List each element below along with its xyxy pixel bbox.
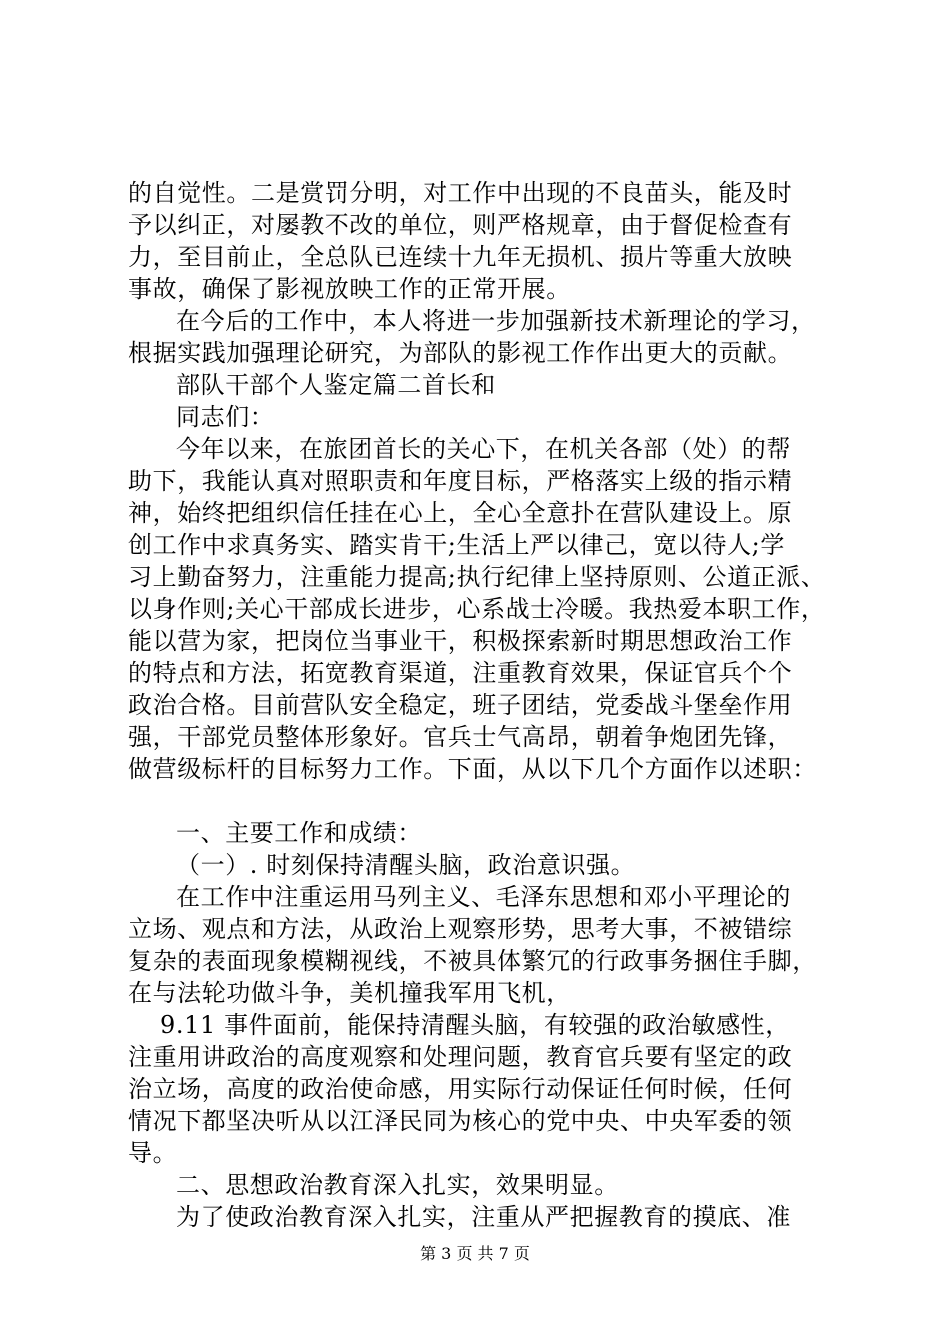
text-line: 能以营为家，把岗位当事业干，积极探索新时期思想政治工作 — [128, 627, 793, 655]
text-line: 以身作则;关心干部成长进步，心系战士冷暖。我热爱本职工作， — [128, 595, 826, 623]
text-line: 政治合格。目前营队安全稳定，班子团结，党委战斗堡垒作用 — [128, 691, 793, 719]
text-line: 力，至目前止，全总队已连续十九年无损机、损片等重大放映 — [128, 243, 793, 271]
text-line: 创工作中求真务实、踏实肯干;生活上严以律己，宽以待人;学 — [128, 531, 785, 559]
text-line: 为了使政治教育深入扎实，注重从严把握教育的摸底、准 — [176, 1203, 791, 1231]
text-line: 做营级标杆的目标努力工作。下面，从以下几个方面作以述职： — [128, 755, 817, 783]
page-number: 第 3 页 共 7 页 — [420, 1244, 530, 1263]
text-line: 9.11 事件面前，能保持清醒头脑，有较强的政治敏感性， — [160, 1011, 790, 1039]
section-heading: 部队干部个人鉴定篇二首长和 — [176, 371, 496, 399]
salutation: 同志们： — [176, 403, 275, 431]
text-line: 在工作中注重运用马列主义、毛泽东思想和邓小平理论的 — [176, 883, 791, 911]
section-heading: 一、主要工作和成绩： — [176, 819, 422, 847]
text-line: 的特点和方法，拓宽教育渠道，注重教育效果，保证官兵个个 — [128, 659, 793, 687]
text-line: 予以纠正，对屡教不改的单位，则严格规章，由于督促检查有 — [128, 211, 793, 239]
text-line: 在与法轮功做斗争，美机撞我军用飞机， — [128, 979, 571, 1007]
text-line: 强，干部党员整体形象好。官兵士气高昂，朝着争炮团先锋， — [128, 723, 793, 751]
text-line: 的自觉性。二是赏罚分明，对工作中出现的不良苗头，能及时 — [128, 179, 793, 207]
text-line: 复杂的表面现象模糊视线，不被具体繁冗的行政事务捆住手脚， — [128, 947, 817, 975]
text-line: 事故，确保了影视放映工作的正常开展。 — [128, 275, 571, 303]
text-line: 治立场，高度的政治使命感，用实际行动保证任何时候，任何 — [128, 1075, 793, 1103]
text-line: 情况下都坚决听从以江泽民同为核心的党中央、中央军委的领 — [128, 1107, 793, 1135]
text-line: 习上勤奋努力，注重能力提高;执行纪律上坚持原则、公道正派、 — [128, 563, 826, 591]
text-line: 注重用讲政治的高度观察和处理问题，教育官兵要有坚定的政 — [128, 1043, 793, 1071]
section-heading: 二、思想政治教育深入扎实，效果明显。 — [176, 1171, 619, 1199]
text-line: 立场、观点和方法，从政治上观察形势，思考大事，不被错综 — [128, 915, 793, 943]
text-line: 在今后的工作中，本人将进一步加强新技术新理论的学习， — [176, 307, 816, 335]
text-line: 神，始终把组织信任挂在心上，全心全意扑在营队建设上。原 — [128, 499, 793, 527]
subsection-heading: （一）. 时刻保持清醒头脑，政治意识强。 — [176, 851, 636, 879]
text-line: 助下，我能认真对照职责和年度目标，严格落实上级的指示精 — [128, 467, 793, 495]
text-line: 根据实践加强理论研究，为部队的影视工作作出更大的贡献。 — [128, 339, 793, 367]
text-line: 今年以来，在旅团首长的关心下，在机关各部（处）的帮 — [176, 435, 791, 463]
text-line: 导。 — [128, 1139, 178, 1167]
